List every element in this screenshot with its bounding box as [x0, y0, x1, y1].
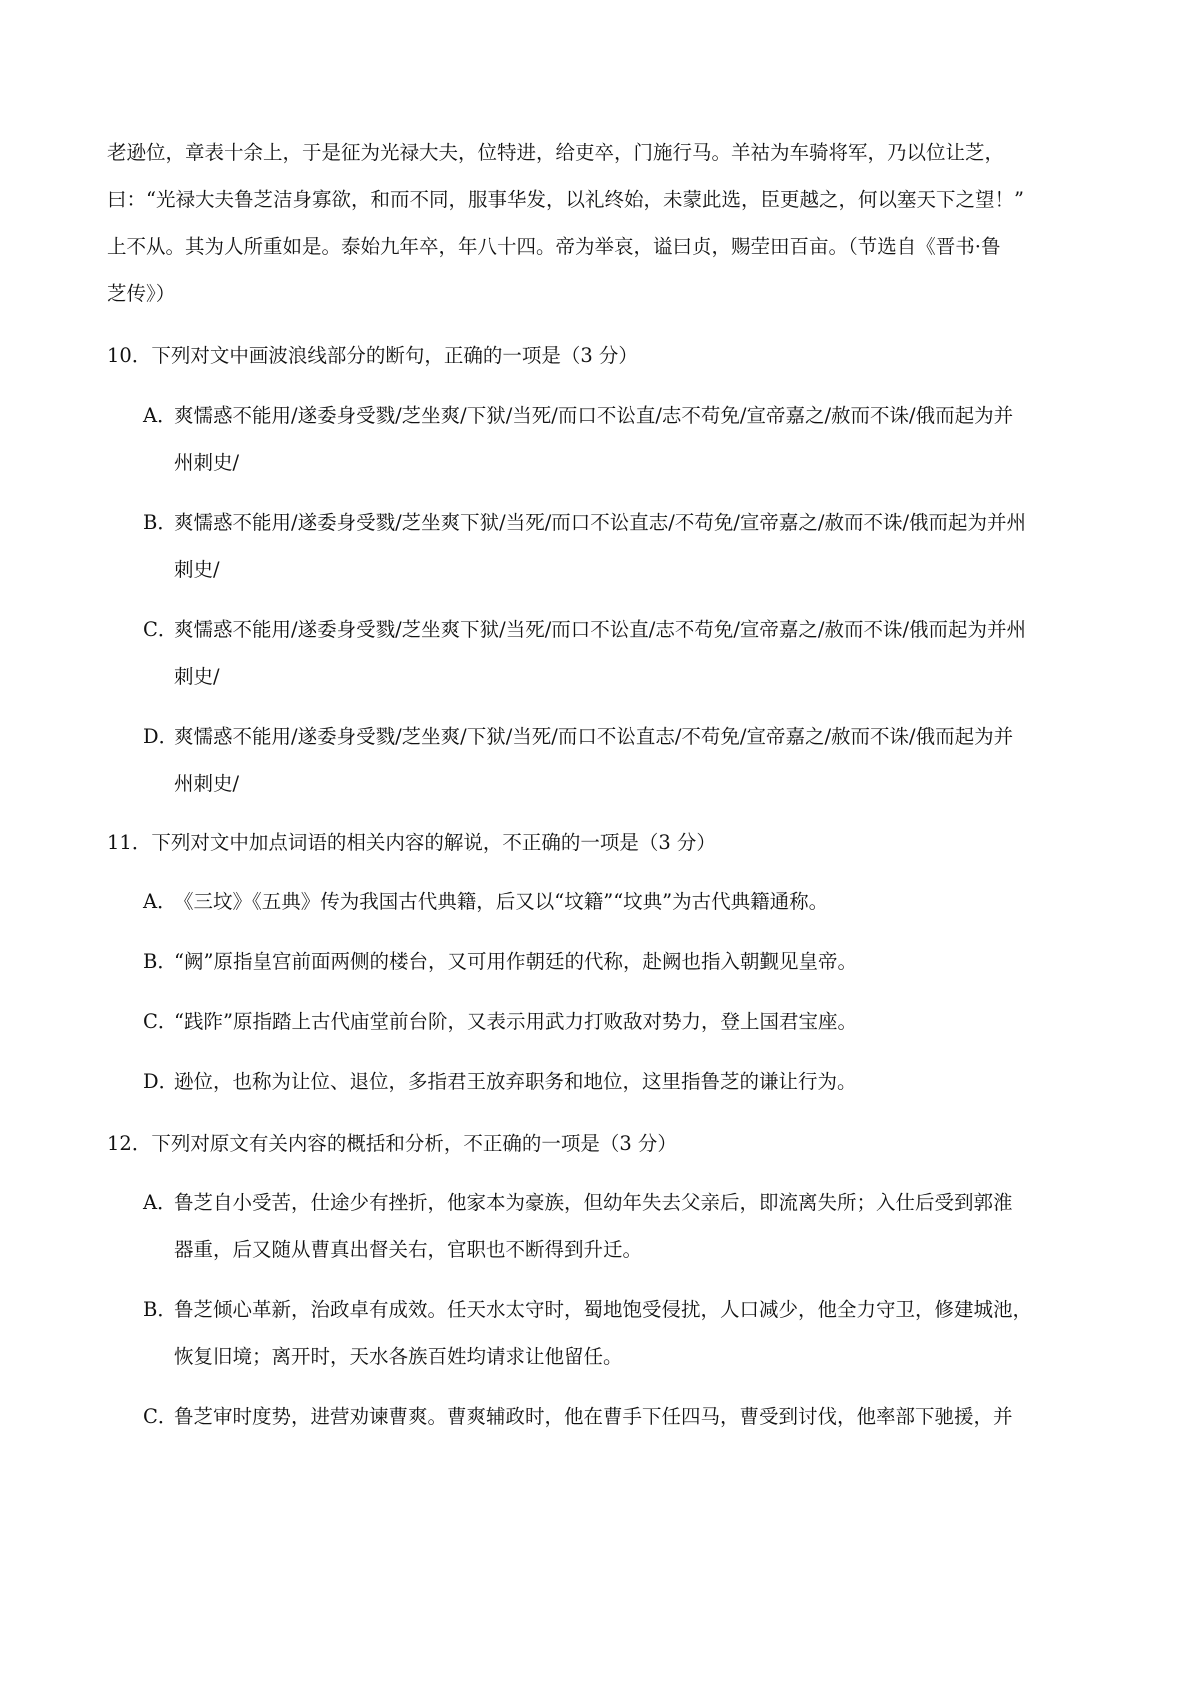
passage-line: 老逊位，章表十余上，于是征为光禄大夫，位特进，给吏卒，门施行马。羊祜为车骑将军，乃以位让芝，	[107, 141, 1005, 164]
option-label: B．	[143, 1298, 177, 1321]
option-label: A．	[143, 1191, 177, 1214]
option-text: 鲁芝自小受苦，仕途少有挫折，他家本为豪族，但幼年失去父亲后，即流离失所；入仕后受到郭淮	[174, 1191, 1013, 1214]
option-text: 器重，后又随从曹真出督关右，官职也不断得到升迁。	[174, 1238, 643, 1261]
option-text: “阙”原指皇宫前面两侧的楼台，又可用作朝廷的代称，赴阙也指入朝觐见皇帝。	[174, 950, 857, 973]
option-text: 爽懦惑不能用/遂委身受戮/芝坐爽/下狱/当死/而口不讼直志/不苟免/宣帝嘉之/赦而不诛/俄而起为并	[174, 725, 1014, 748]
option-label: C．	[143, 1405, 178, 1428]
option-text: 州刺史/	[174, 772, 240, 795]
option-text: 恢复旧境；离开时，天水各族百姓均请求让他留任。	[174, 1345, 623, 1368]
option-label: A．	[143, 404, 177, 427]
option-label: B．	[143, 511, 177, 534]
option-text: 逊位，也称为让位、退位，多指君王放弃职务和地位，这里指鲁芝的谦让行为。	[174, 1070, 857, 1093]
question-stem: 12．下列对原文有关内容的概括和分析，不正确的一项是（3 分）	[107, 1132, 677, 1155]
passage-line: 上不从。其为人所重如是。泰始九年卒，年八十四。帝为举哀，谥曰贞，赐茔田百亩。（节选自《晋书·鲁	[107, 235, 1001, 258]
option-text: “践阼”原指踏上古代庙堂前台阶，又表示用武力打败敌对势力，登上国君宝座。	[174, 1010, 857, 1033]
option-label: C．	[143, 618, 178, 641]
option-text: 州刺史/	[174, 451, 240, 474]
option-text: 刺史/	[174, 665, 220, 688]
question-stem: 10．下列对文中画波浪线部分的断句，正确的一项是（3 分）	[107, 344, 638, 367]
option-text: 爽懦惑不能用/遂委身受戮/芝坐爽下狱/当死/而口不讼直志/不苟免/宣帝嘉之/赦而不诛/俄而起为并州	[174, 511, 1027, 534]
option-label: D．	[143, 1070, 179, 1093]
option-label: A．	[143, 890, 177, 913]
option-text: 爽懦惑不能用/遂委身受戮/芝坐爽/下狱/当死/而口不讼直/志不苟免/宣帝嘉之/赦而不诛/俄而起为并	[174, 404, 1014, 427]
option-text: 鲁芝审时度势，进营劝谏曹爽。曹爽辅政时，他在曹手下任四马，曹受到讨伐，他率部下驰援，并	[174, 1405, 1013, 1428]
passage-line: 芝传》）	[107, 282, 176, 305]
option-text: 刺史/	[174, 558, 220, 581]
option-label: C．	[143, 1010, 178, 1033]
question-stem: 11．下列对文中加点词语的相关内容的解说，不正确的一项是（3 分）	[107, 831, 716, 854]
passage-line: 曰：“光禄大夫鲁芝洁身寡欲，和而不同，服事华发，以礼终始，未蒙此选，臣更越之，何以塞天下之望！”	[107, 188, 1024, 211]
option-text: 鲁芝倾心革新，治政卓有成效。任天水太守时，蜀地饱受侵扰，人口减少，他全力守卫，修建城池，	[174, 1298, 1033, 1321]
option-text: 《三坟》《五典》传为我国古代典籍，后又以“坟籍”“坟典”为古代典籍通称。	[174, 890, 829, 913]
option-label: B．	[143, 950, 177, 973]
option-text: 爽懦惑不能用/遂委身受戮/芝坐爽下狱/当死/而口不讼直/志不苟免/宣帝嘉之/赦而不诛/俄而起为并州	[174, 618, 1027, 641]
option-label: D．	[143, 725, 179, 748]
